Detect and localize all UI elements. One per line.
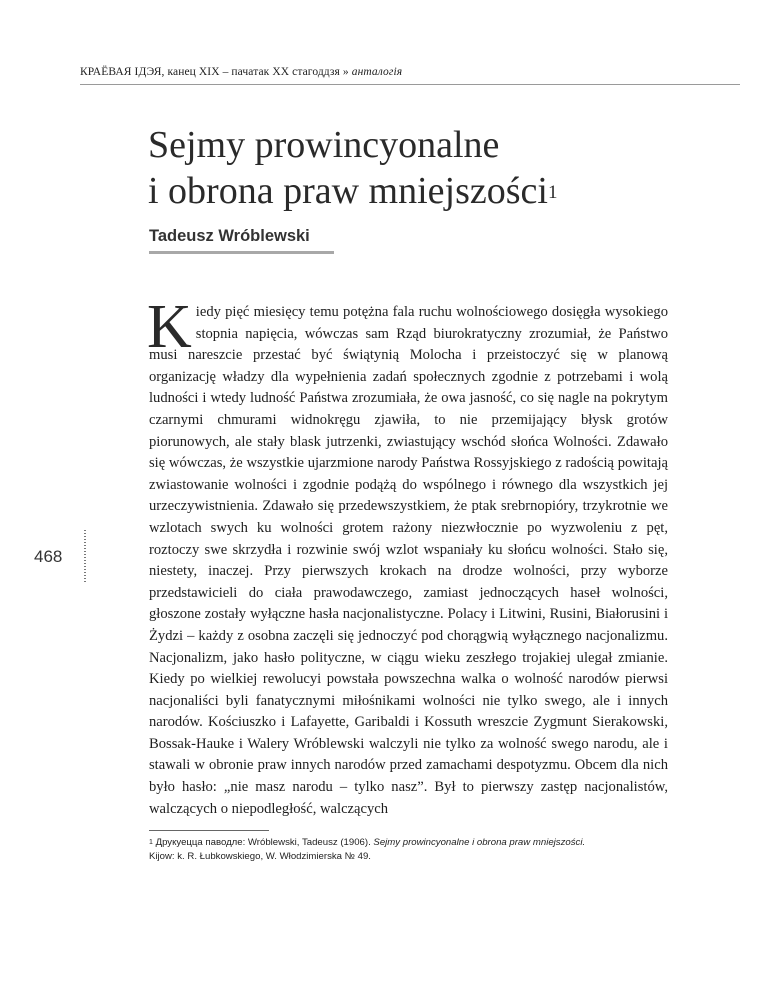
title-line-2: i obrona praw mniejszości: [148, 170, 548, 212]
title-footnote-ref[interactable]: 1: [547, 182, 558, 203]
header-divider: [80, 84, 740, 85]
page-number-dotted-rule: [84, 530, 86, 582]
drop-cap: K: [147, 293, 192, 361]
author-name: Tadeusz Wróblewski: [149, 227, 310, 245]
article-title: [148, 122, 708, 214]
article-body-text: iedy pięć miesięcy temu potężna fala ruchu wolnościowego dosięgła wysokiego stopnia napięcia, wówczas sam Rząd biurokratyczny zrozumiał, że Państwo musi nareszcie przestać być świątynią Molocha i przeistoczyć się w planową organizację władzy dla wypełnienia zadań społecznych zgodnie z potrzebami i wolą ludności i wtedy ludność Państwa zrozumiała, że owa jasność, co się nagle na pokrytym czarnymi chmurami widnokręgu zjawiła, to nie przemijający błysk grotów piorunowych, ale stały blask jutrzenki, zwiastujący wschód słońca Wolności. Zdawało się wówczas, że wszystkie ujarzmione narody Państwa Rossyjskiego z radością powitają zwiastowanie wolności i zgodnie podążą do wspólnego i równego dla wszystkich jej urzeczywistnienia. Zdawało się przedewszystkiem, że ptak srebrnopióry, trzykrotnie we wzlotach swych ku wolności grotem rażony niezwłocznie po wyzwoleniu z pęt, roztoczy swe skrzydła i rozwinie swój wzlot wspaniały ku słońcu wolności. Stało się, niestety, inaczej. Przy pierwszych krokach na drodze wolności, przy wyborze przedstawicieli do ciała prawodawczego, zamiast jednoczących haseł wolności, głoszone zostały wyłączne hasła nacjonalistyczne. Polacy i Litwini, Rusini, Białorusini i Żydzi – każdy z osobna zaczęli się jednoczyć pod chorągwią wyłącznego nacjonalizmu. Nacjonalizm, jako hasło polityczne, w ciągu wieku zeszłego trojakiej ulegał zmianie. Kiedy po wielkiej rewolucyi powstała powszechna walka o wolność narodów pierwsi nacjonaliści byli fanatycznymi miłośnikami wolności nie tylko swego, ale i innych narodów. Kościuszko i Lafayette, Garibaldi i Kossuth wreszcie Zygmunt Sierakowski, Bossak-Hauke i Walery Wróblewski walczyli nie tylko za wolność swego narodu, ale i stawali w obronie praw innych narodów przed zamachami despotyzmu. Obcem dla nich było hasło: „nie masz narodu – tylko nasz”. Był to pierwszy zastęp nacjonalistów, walczących o niepodległość, walczących: [149, 304, 668, 817]
footnote-text: Друкуецца паводле: Wróblewski, Tadeusz (1906).: [155, 837, 371, 848]
running-head-section: анталогія: [351, 66, 403, 78]
footnote-mark: 1: [149, 839, 153, 846]
footnote-publisher: Kijow: k. R. Łubkowskiego, W. Włodzimierska № 49.: [149, 851, 371, 862]
title-line-1: Sejmy prowincyonalne: [148, 124, 500, 166]
article-body: [147, 293, 668, 820]
footnote-divider: [149, 830, 269, 831]
running-head: [80, 66, 740, 78]
footnote: [149, 836, 689, 864]
author-underline: [149, 251, 334, 254]
page-number: 468: [34, 547, 63, 566]
footnote-title: Sejmy prowincyonalne i obrona praw mniejszości.: [373, 837, 586, 848]
running-head-text: КРАЁВАЯ ІДЭЯ, канец XIX – пачатак XX стагоддзя »: [80, 66, 349, 78]
